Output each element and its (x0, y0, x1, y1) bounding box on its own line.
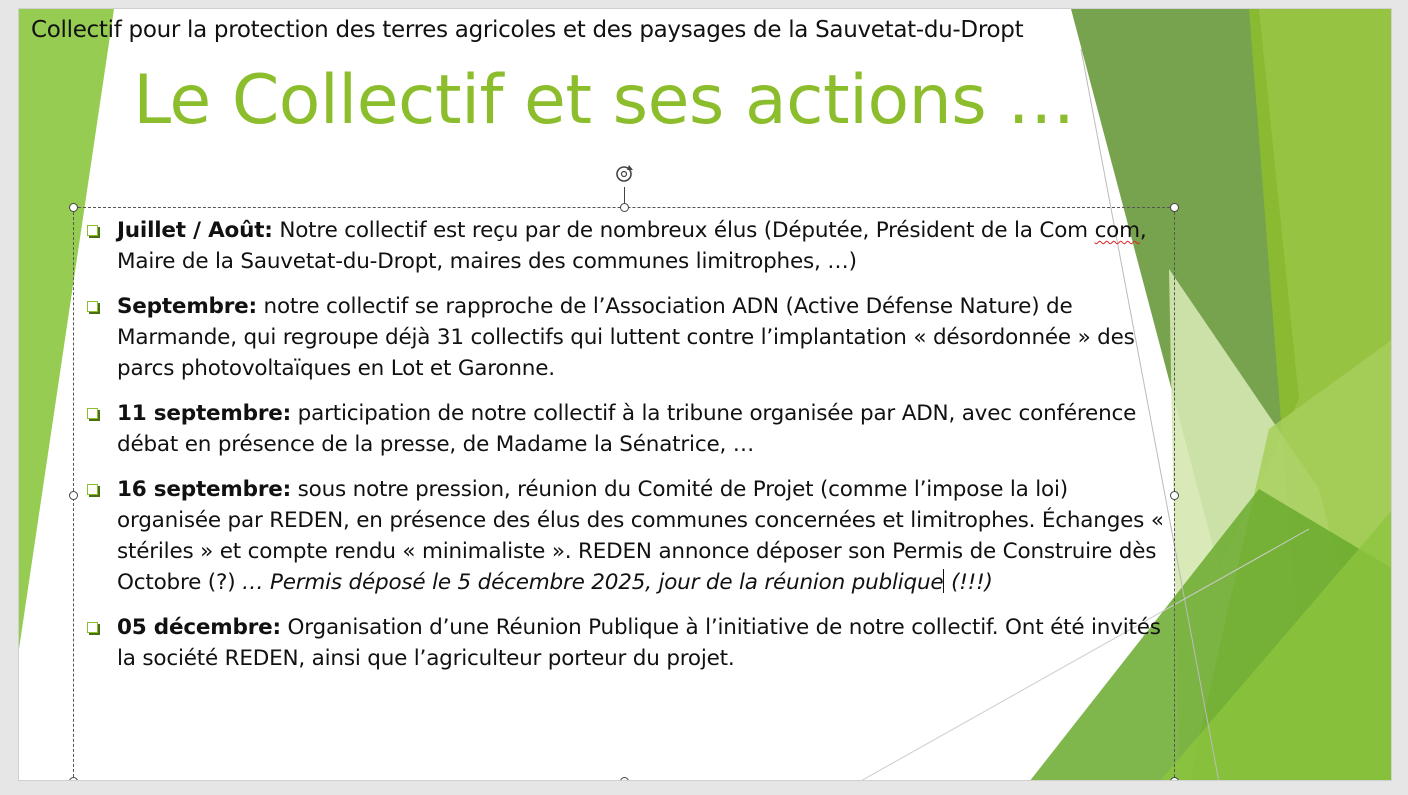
bullet-text: Organisation d’une Réunion Publique à l’initiative de notre collectif. Ont été invités la société REDEN, ainsi que l’agriculteur porteur du projet. (117, 615, 1161, 671)
bullet-text: sous notre pression, réunion du Comité de Projet (comme l’impose la loi) organisée par REDEN, en présence des élus des communes concernées et limitrophes. Échanges « stériles » et compte rendu « minimaliste ». REDEN annonce déposer son Permis de Construire dès Octobre (?) (117, 477, 1164, 595)
resize-handle-middle-right[interactable] (1170, 491, 1179, 500)
resize-handle-bottom-center[interactable] (620, 777, 629, 781)
spellcheck-word[interactable]: com (1094, 218, 1140, 243)
bullet-label: Septembre: (117, 294, 257, 319)
slide-header-text: Collectif pour la protection des terres agricoles et des paysages de la Sauvetat-du-Dropt (31, 17, 1024, 43)
bullet-text: Notre collectif est reçu par de nombreux élus (Députée, Président de la Com (272, 218, 1095, 243)
bullet-label: Juillet / Août: (117, 218, 273, 243)
bullet-italic-exclaim: (!!!) (944, 570, 993, 595)
square-bullet-icon (87, 225, 98, 236)
square-bullet-icon (87, 484, 98, 495)
bullet-item-05-december[interactable] (85, 612, 1165, 674)
bullet-italic-note: … Permis déposé le 5 décembre 2025, jour de la réunion publique (242, 570, 944, 595)
resize-handle-top-right[interactable] (1170, 203, 1179, 212)
bullet-item-september[interactable] (85, 291, 1165, 384)
resize-handle-middle-left[interactable] (69, 491, 78, 500)
bullet-text-continued: , Maire de la Sauvetat-du-Dropt, maires des communes limitrophes, …) (117, 218, 1147, 274)
resize-handle-bottom-right[interactable] (1170, 777, 1179, 781)
bullet-item-july-august[interactable] (85, 215, 1165, 277)
rotate-icon[interactable] (613, 163, 635, 185)
square-bullet-icon (87, 622, 98, 633)
square-bullet-icon (87, 301, 98, 312)
bullet-label: 05 décembre: (117, 615, 281, 640)
slide-title[interactable]: Le Collectif et ses actions … (133, 61, 1075, 140)
bullet-text: notre collectif se rapproche de l’Association ADN (Active Défense Nature) de Marmande, qui regroupe déjà 31 collectifs qui luttent contre l’implantation « désordonnée » des parcs photovoltaïques en Lot et Garonne. (117, 294, 1135, 381)
bullet-label: 11 septembre: (117, 401, 292, 426)
resize-handle-top-center[interactable] (620, 203, 629, 212)
slide-canvas[interactable] (18, 8, 1392, 781)
bullet-item-16-september[interactable] (85, 474, 1165, 598)
bullet-item-11-september[interactable] (85, 398, 1165, 460)
resize-handle-bottom-left[interactable] (69, 777, 78, 781)
bullet-label: 16 septembre: (117, 477, 292, 502)
bullet-text: participation de notre collectif à la tribune organisée par ADN, avec conférence débat en présence de la presse, de Madame la Sénatrice, … (117, 401, 1137, 457)
actions-bullet-list[interactable] (85, 215, 1165, 688)
resize-handle-top-left[interactable] (69, 203, 78, 212)
square-bullet-icon (87, 408, 98, 419)
